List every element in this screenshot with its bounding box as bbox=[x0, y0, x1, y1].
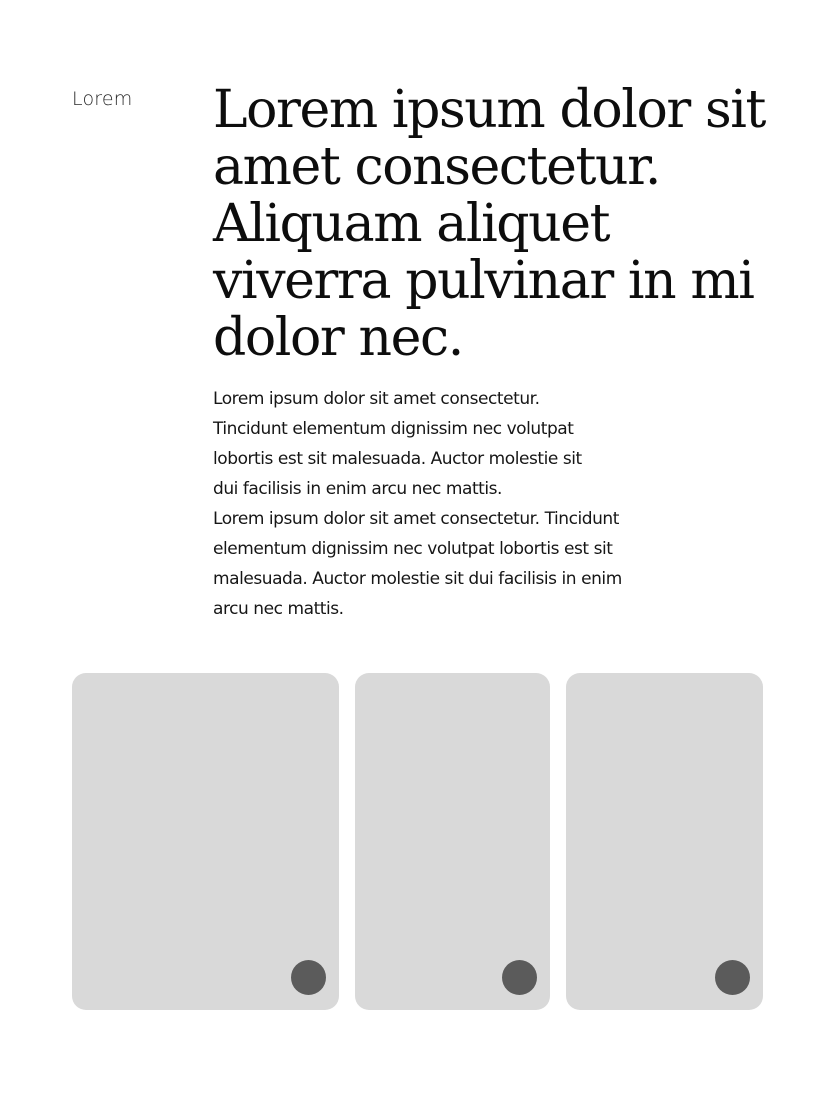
body-line: arcu nec mattis. bbox=[213, 599, 344, 619]
circle-button-icon[interactable] bbox=[715, 960, 750, 995]
page-headline: Lorem ipsum dolor sit amet consectetur. Aliquam aliquet viverra pulvinar in mi dolor nec. bbox=[213, 80, 765, 368]
body-paragraph bbox=[213, 384, 753, 624]
body-line: Lorem ipsum dolor sit amet consectetur. bbox=[213, 389, 540, 409]
body-line: lobortis est sit malesuada. Auctor molestie sit bbox=[213, 449, 582, 469]
circle-button-icon[interactable] bbox=[291, 960, 326, 995]
image-card-2[interactable] bbox=[355, 673, 550, 1010]
circle-button-icon[interactable] bbox=[502, 960, 537, 995]
body-line: Tincidunt elementum dignissim nec volutpat bbox=[213, 419, 574, 439]
body-line: malesuada. Auctor molestie sit dui facilisis in enim bbox=[213, 569, 622, 589]
section-label: Lorem bbox=[72, 88, 133, 110]
image-card-1[interactable] bbox=[72, 673, 339, 1010]
body-line: Lorem ipsum dolor sit amet consectetur. Tincidunt bbox=[213, 509, 619, 529]
body-line: dui facilisis in enim arcu nec mattis. bbox=[213, 479, 503, 499]
body-line: elementum dignissim nec volutpat lobortis est sit bbox=[213, 539, 613, 559]
image-card-3[interactable] bbox=[566, 673, 763, 1010]
